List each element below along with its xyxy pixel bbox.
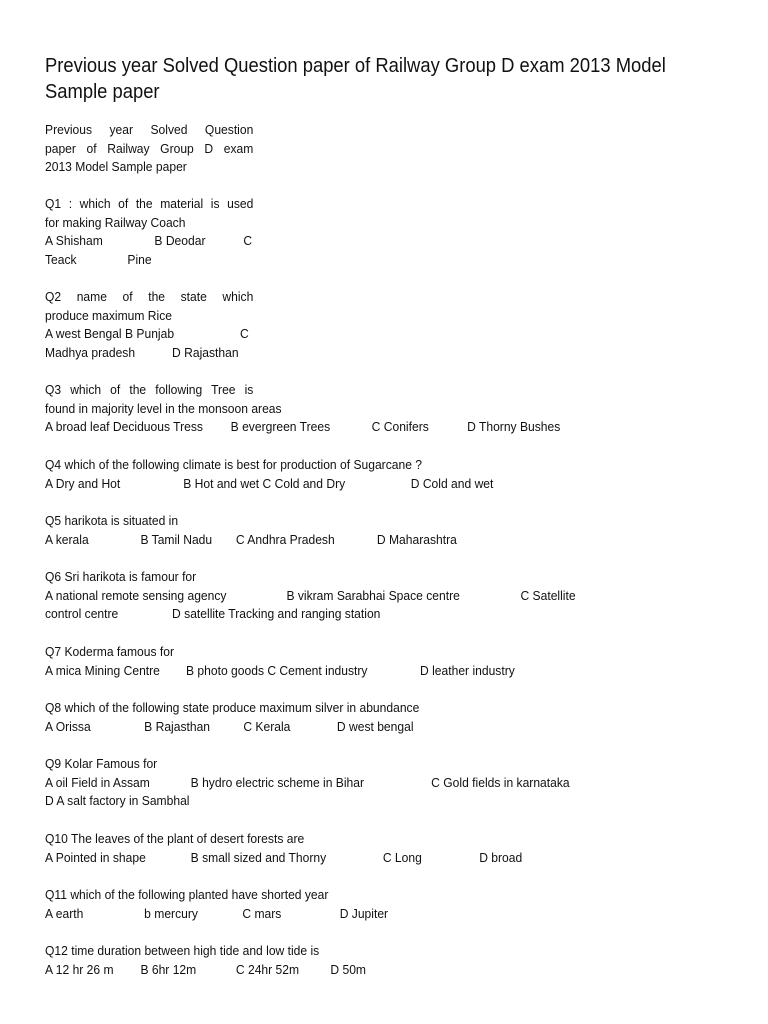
options-row	[45, 662, 515, 681]
option: B Hot and wet C Cold and Dry	[183, 475, 346, 491]
option: B Deodar	[154, 233, 206, 249]
option: B Tamil Nadu	[140, 531, 213, 547]
options-row	[45, 418, 560, 437]
option: D 50m	[330, 961, 367, 977]
option: B vikram Sarabhai Space centre	[286, 587, 460, 603]
option: A west Bengal B Punjab	[45, 326, 175, 342]
option: C Long	[382, 849, 422, 865]
question-text: Q12 time duration between high tide and low tide is	[45, 943, 320, 958]
option: D Thorny Bushes	[467, 419, 561, 435]
options-row	[45, 344, 253, 363]
question-text: Q11 which of the following planted have shorted year	[45, 887, 329, 902]
question-text: produce maximum Rice	[45, 307, 172, 323]
option: D Jupiter	[339, 905, 389, 921]
question-block	[45, 288, 253, 362]
option: A 12 hr 26 m	[45, 961, 114, 977]
option: C Andhra Pradesh	[235, 531, 335, 547]
question-block	[45, 195, 253, 269]
question-text: found in majority level in the monsoon areas	[45, 400, 282, 416]
option: C mars	[242, 905, 282, 921]
option: D Maharashtra	[376, 531, 457, 547]
question-block	[45, 830, 522, 867]
intro-line: 2013 Model Sample paper	[45, 159, 187, 175]
options-row	[45, 232, 253, 251]
option: C 24hr 52m	[235, 961, 300, 977]
options-row	[45, 587, 576, 606]
question-block	[45, 699, 419, 736]
question-block	[45, 886, 388, 923]
option: A Dry and Hot	[45, 475, 121, 491]
options-row	[45, 718, 419, 737]
question-block	[45, 755, 570, 811]
question-block	[45, 456, 493, 493]
option: A broad leaf Deciduous Tress	[45, 419, 203, 435]
option: B evergreen Trees	[230, 419, 331, 435]
question-block	[45, 512, 457, 549]
question-text: Q2 name of the state which	[45, 289, 254, 304]
option: B 6hr 12m	[140, 961, 197, 977]
option: D Cold and wet	[410, 475, 494, 491]
option: Pine	[127, 251, 152, 267]
options-row	[45, 774, 570, 793]
page-title: Previous year Solved Question paper of Railway Group D exam 2013 Model Sample paper	[45, 55, 666, 103]
question-text: Q3 which of the following Tree is	[45, 382, 254, 397]
option: D A salt factory in Sambhal	[45, 793, 190, 809]
options-row	[45, 251, 253, 270]
option: B small sized and Thorny	[190, 849, 327, 865]
question-text: Q4 which of the following climate is best for production of Sugarcane ?	[45, 457, 423, 472]
option: Teack	[45, 251, 77, 267]
question-block	[45, 942, 366, 979]
option: A oil Field in Assam	[45, 774, 150, 790]
question-block	[45, 381, 560, 437]
option: C Gold fields in karnataka	[431, 774, 570, 790]
question-text: Q5 harikota is situated in	[45, 513, 179, 528]
option: A national remote sensing agency	[45, 587, 227, 603]
question-block	[45, 643, 515, 680]
option: D leather industry	[420, 662, 515, 678]
option: D Rajasthan	[172, 344, 239, 360]
option: B photo goods C Cement industry	[186, 662, 368, 678]
options-row	[45, 531, 457, 550]
option: C Conifers	[371, 419, 429, 435]
option: A kerala	[45, 531, 89, 547]
options-row	[45, 475, 493, 494]
option: D west bengal	[336, 718, 414, 734]
question-text: Q9 Kolar Famous for	[45, 756, 158, 771]
question-text: Q7 Koderma famous for	[45, 644, 175, 659]
option: D satellite Tracking and ranging station	[172, 606, 381, 622]
question-text: Q8 which of the following state produce maximum silver in abundance	[45, 700, 420, 715]
option: Madhya pradesh	[45, 344, 136, 360]
intro-line: paper of Railway Group D exam	[45, 140, 254, 156]
option: D broad	[479, 849, 523, 865]
option: C Kerala	[243, 718, 291, 734]
question-text: for making Railway Coach	[45, 214, 186, 230]
option: A mica Mining Centre	[45, 662, 160, 678]
question-text: Q6 Sri harikota is famour for	[45, 569, 197, 584]
option: control centre	[45, 606, 119, 622]
question-text: Q10 The leaves of the plant of desert forests are	[45, 831, 305, 846]
option: b mercury	[144, 905, 198, 921]
options-row	[45, 961, 366, 980]
option: A Orissa	[45, 718, 91, 734]
options-row	[45, 849, 522, 868]
options-row	[45, 605, 576, 624]
option: B hydro electric scheme in Bihar	[190, 774, 365, 790]
question-text: Q1 : which of the material is used	[45, 196, 254, 211]
option: A Pointed in shape	[45, 849, 146, 865]
option: C Satellite	[520, 587, 576, 603]
option: B Rajasthan	[144, 718, 211, 734]
option: C	[239, 326, 249, 342]
options-row	[45, 905, 388, 924]
option: A Shisham	[45, 233, 103, 249]
option: A earth	[45, 905, 84, 921]
intro-paragraph	[45, 121, 253, 177]
option: C	[243, 233, 253, 249]
intro-line: Previous year Solved Question	[45, 122, 254, 137]
question-block	[45, 568, 576, 624]
options-row	[45, 325, 253, 344]
